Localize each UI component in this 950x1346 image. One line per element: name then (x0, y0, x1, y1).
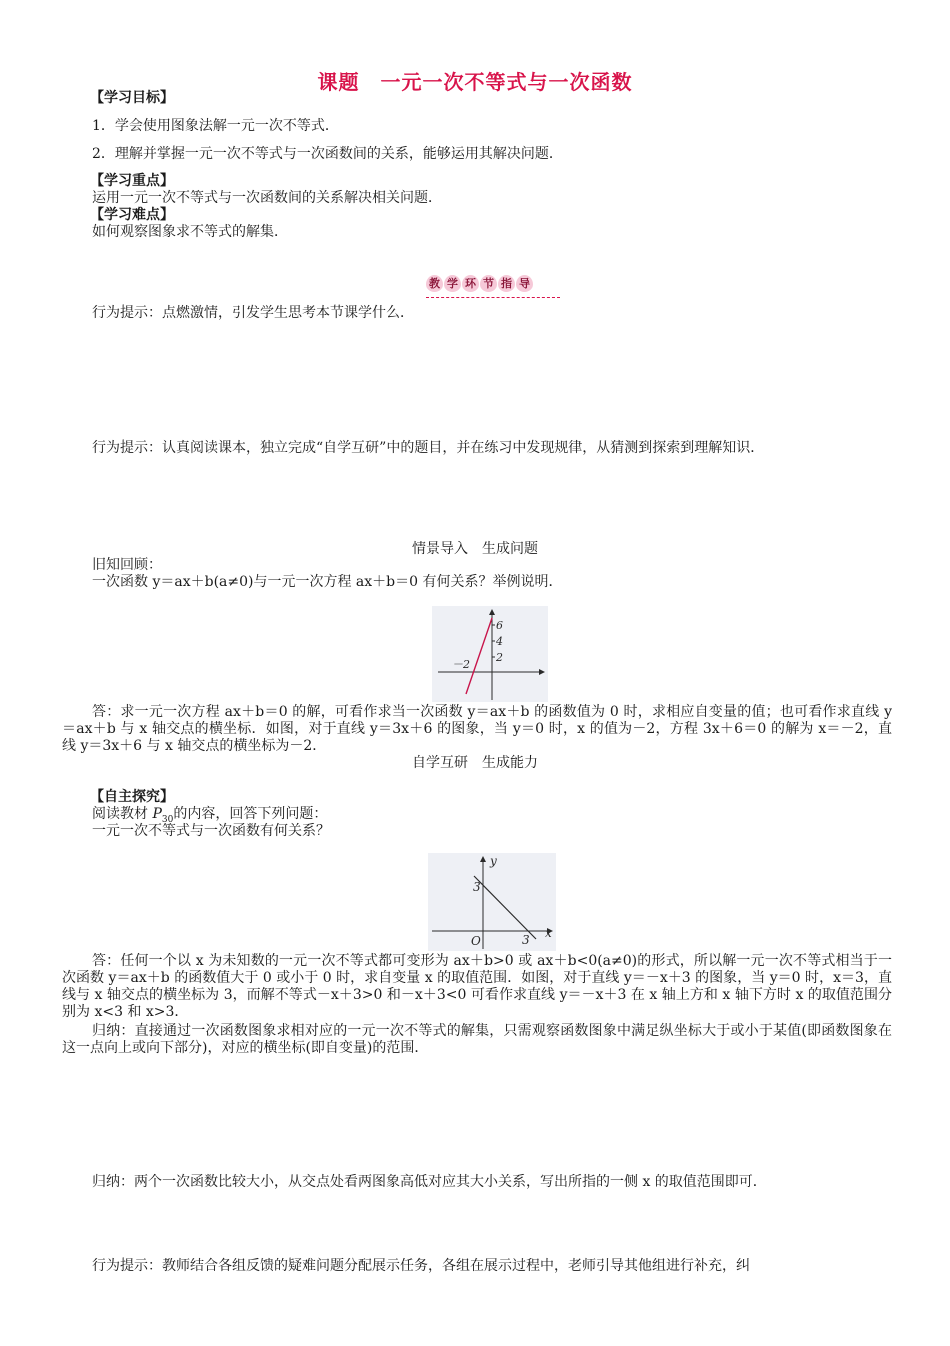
summary-2: 归纳：两个一次函数比较大小，从交点处看两图象高低对应其大小关系，写出所指的一侧 x 的取值范围即可． (92, 1174, 767, 1190)
review-label: 旧知回顾： (92, 557, 162, 573)
x-intercept-label: 3 (522, 933, 530, 947)
origin-label: O (471, 934, 481, 948)
hint-1: 行为提示：点燃激情，引发学生思考本节课学什么． (92, 305, 414, 321)
section-heading-2: 自学互研 生成能力 (412, 755, 538, 771)
answer-2: 答：任何一个以 x 为未知数的一元一次不等式都可变形为 ax＋b>0 或 ax＋b<0(a≠0)的形式，所以解一元一次不等式相当于一次函数 y＝ax＋b 的函数值大于 0 或小于 0 时，求自变量 x 的取值范围．如图，对于直线 y＝－x＋3 的图象，当 y＝0 时，x＝3，直线与 x 轴交点的横坐标为 3，而解不等式－x＋3>0 和－x＋3<0 可看作求直线 y＝－x＋3 在 x 轴上方和 x 轴下方时 x 的取值范围分别为 x<3 和 x>3． (62, 953, 892, 1020)
goal-item-1: 1．学会使用图象法解一元一次不等式． (92, 118, 339, 134)
banner-char: 导 (516, 275, 533, 292)
tick-label-y4: 4 (496, 635, 503, 648)
goals-header: 【学习目标】 (90, 90, 174, 106)
banner-char: 教 (426, 275, 443, 292)
tick-label-y6: 6 (496, 619, 503, 632)
graph-linear-function-2 (428, 853, 556, 951)
explore-question: 一元一次不等式与一次函数有何关系？ (92, 823, 330, 839)
answer-1: 答：求一元一次方程 ax＋b＝0 的解，可看作求当一次函数 y＝ax＋b 的函数值为 0 时，求相应自变量的值；也可看作求直线 y＝ax＋b 与 x 轴交点的横坐标．如图，对于直线 y＝3x＋6 的图象，当 y＝0 时，x 的值为－2，方程 3x＋6＝0 的解为 x＝－2，直线 y＝3x＋6 与 x 轴交点的横坐标为－2． (62, 704, 892, 754)
hint-2: 行为提示：认真阅读课本，独立完成“自学互研”中的题目，并在练习中发现规律，从猜测到探索到理解知识． (92, 440, 765, 456)
goal-item-2: 2．理解并掌握一元一次不等式与一次函数间的关系，能够运用其解决问题． (92, 146, 563, 162)
hint-3: 行为提示：教师结合各组反馈的疑难问题分配展示任务，各组在展示过程中，老师引导其他组进行补充，纠 (92, 1258, 750, 1274)
key-point-header: 【学习重点】 (90, 173, 174, 189)
difficulty-text: 如何观察图象求不等式的解集． (92, 224, 288, 240)
summary-1: 归纳：直接通过一次函数图象求相对应的一元一次不等式的解集，只需观察函数图象中满足纵坐标大于或小于某值(即函数图象在这一点向上或向下部分)，对应的横坐标(即自变量)的范围． (62, 1023, 892, 1056)
teaching-guide-banner (426, 275, 560, 298)
y-axis-label: y (490, 854, 497, 868)
x-axis-label: x (545, 926, 552, 940)
key-point-text: 运用一元一次不等式与一次函数间的关系解决相关问题． (92, 190, 442, 206)
difficulty-header: 【学习难点】 (90, 207, 174, 223)
banner-char: 指 (498, 275, 515, 292)
page-title: 课题 一元一次不等式与一次函数 (317, 70, 633, 94)
read-instruction: 阅读教材 $P_{30}$的内容，回答下列问题： (92, 806, 328, 825)
banner-char: 学 (444, 275, 461, 292)
tick-label-y2: 2 (496, 651, 503, 664)
explore-header: 【自主探究】 (90, 789, 174, 805)
banner-char: 环 (462, 275, 479, 292)
graph-linear-function-1 (432, 606, 548, 702)
section-heading-1: 情景导入 生成问题 (412, 541, 538, 557)
tick-label-x-neg2: －2 (452, 658, 470, 671)
review-question: 一次函数 y＝ax＋b(a≠0)与一元一次方程 ax＋b＝0 有何关系？举例说明． (92, 574, 563, 590)
banner-char: 节 (480, 275, 497, 292)
y-intercept-label: 3 (473, 880, 481, 894)
